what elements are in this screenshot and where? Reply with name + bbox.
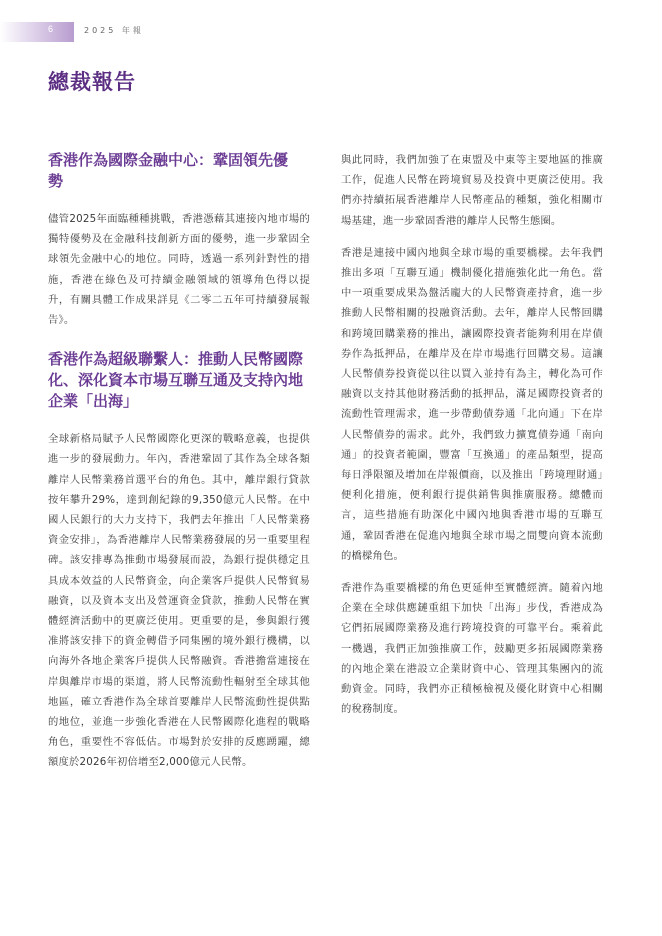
paragraph-connectivity: 香港是連接中國內地與全球市場的重要橋樑。去年我們推出多項「互聯互通」機制優化措施強化此一角色。當中一項重要成果為盤活龐大的人民幣資產持倉，進一步推動人民幣相關的投融資活動。去年，離岸人民幣回購和跨境回購業務的推出，讓國際投資者能夠利用在岸債券作為抵押品，在離岸及在岸市場進行回購交易。這讓人民幣債券投資從以往以買入並持有為主，轉化為可作融資以支持其他財務活動的抵押品，滿足國際投資者的流動性管理需求，進一步帶動債券通「北向通」下在岸人民幣債券的需求。此外，我們致力擴寬債券通「南向通」的投資者範圍，豐富「互換通」的產品類型，提高每日淨限額及增加在岸報價商，以及推出「跨境理財通」便利化措施，便利銀行提供銷售與推廣服務。總體而言，這些措施有助深化中國內地與香港市場的互聯互通，鞏固香港在促進內地與全球市場之間雙向資本流動的橋樑角色。 [341,246,603,562]
report-year-label: 2025 年報 [84,26,144,35]
paragraph-financial-centre: 儘管2025年面臨種種挑戰，香港憑藉其連接內地市場的獨特優勢及在金融科技創新方面的優勢，進一步鞏固全球領先金融中心的地位。同時，透過一系列針對性的措施，香港在綠色及可持續金融領域的領導角色得以提升，有關具體工作成果詳見《二零二五年可持續發展報告》。 [48,213,310,327]
right-column [341,150,603,719]
paragraph-rmb-internationalisation: 全球新格局賦予人民幣國際化更深的戰略意義，也提供進一步的發展動力。年內，香港鞏固了其作為全球各類離岸人民幣業務首選平台的角色。其中，離岸銀行貸款按年攀升29%，達到創紀錄的9,350億元人民幣。在中國人民銀行的大力支持下，我們去年推出「人民幣業務資金安排」，為香港離岸人民幣業務發展的另一重要里程碑。該安排專為推動市場發展而設，為銀行提供穩定且具成本效益的人民幣資金，向企業客戶提供人民幣貿易融資，以及資本支出及營運資金貸款，推動人民幣在實體經濟活動中的更廣泛使用。更重要的是，參與銀行獲准將該安排下的資金轉借予同集團的境外銀行機構，以向海外各地企業客戶提供人民幣融資。香港擔當連接在岸與離岸市場的渠道，將人民幣流動性輻射至全球其他地區，確立香港作為全球首要離岸人民幣流動性提供點的地位，並進一步強化香港在人民幣國際化進程的戰略角色，重要性不容低估。市場對於安排的反應踴躍，總額度於2026年初倍增至2,000億元人民幣。 [48,433,310,769]
page-title: 總裁報告 [48,70,136,94]
left-column [48,150,310,773]
paragraph-real-economy: 香港作為重要橋樑的角色更延伸至實體經濟。隨着內地企業在全球供應鏈重組下加快「出海」步伐，香港成為它們拓展國際業務及進行跨境投資的可靠平台。乘着此一機遇，我們正加強推廣工作，鼓勵更多拓展國際業務的內地企業在港設立企業財資中心、管理其集團內的流動資金。同時，我們亦正積極檢視及優化財資中心相關的稅務制度。 [341,582,603,716]
page-number: 6 [48,24,54,34]
page-number-tab [0,22,74,42]
paragraph-rmb-promotion: 與此同時，我們加強了在東盟及中東等主要地區的推廣工作，促進人民幣在跨境貿易及投資中更廣泛使用。我們亦持續拓展香港離岸人民幣產品的種類，強化相關市場基建，進一步鞏固香港的離岸人民幣生態圈。 [341,154,603,227]
section-heading-super-connector: 香港作為超級聯繫人：推動人民幣國際化、深化資本市場互聯互通及支持內地企業「出海」 [48,350,304,411]
section-heading-financial-centre: 香港作為國際金融中心：鞏固領先優勢 [48,151,289,190]
